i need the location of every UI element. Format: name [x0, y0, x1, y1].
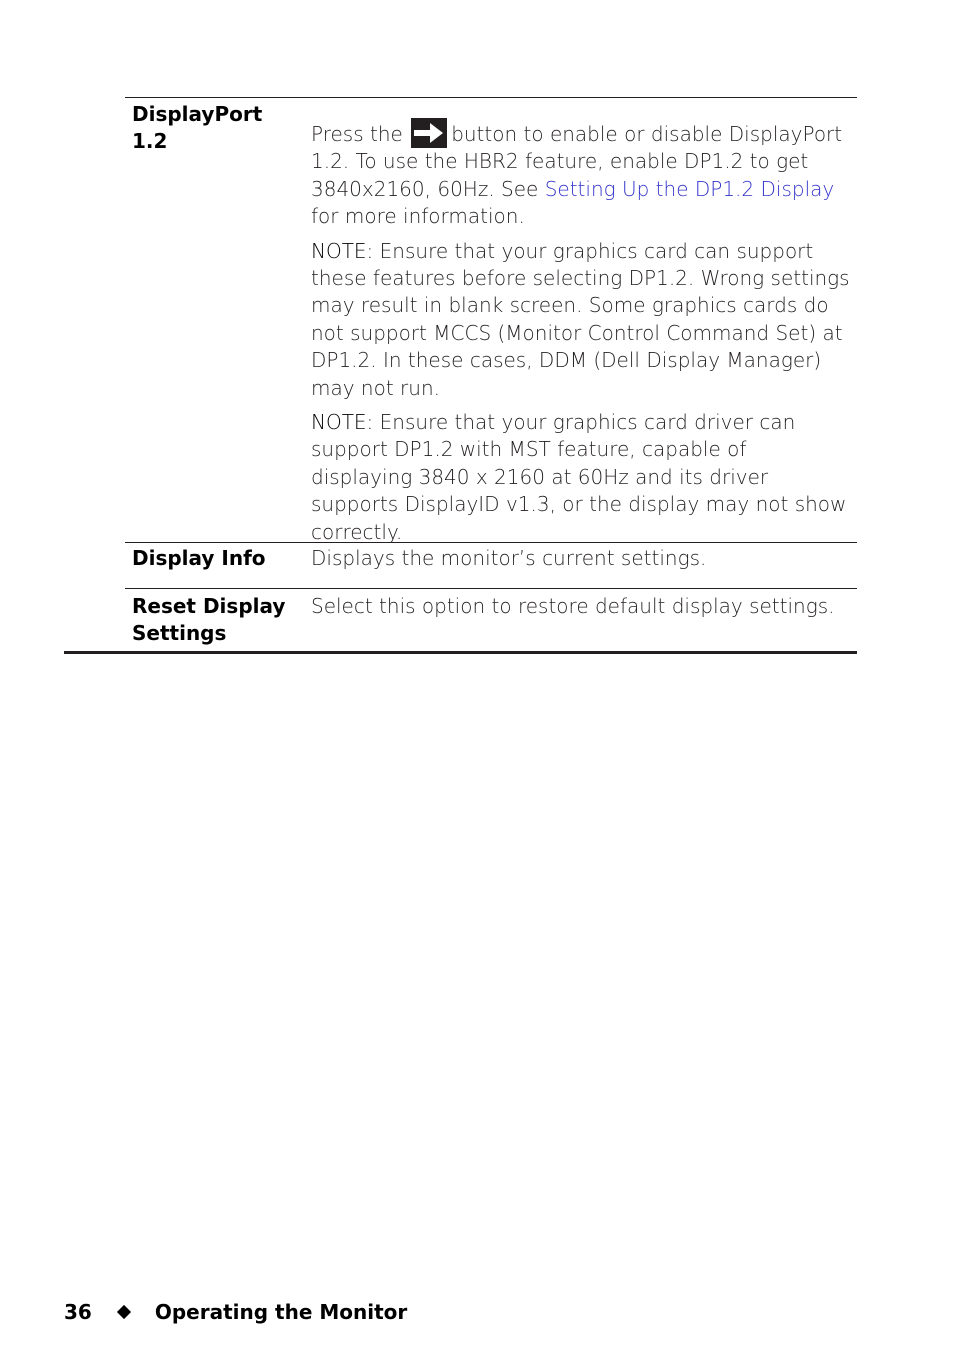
row-description-displayport [311, 98, 851, 546]
description-paragraph [311, 118, 851, 231]
diamond-icon [117, 1305, 131, 1319]
table-row [125, 98, 857, 542]
note-label: NOTE: [311, 410, 374, 435]
row-description-reset-display-settings: Select this option to restore default display settings. [311, 594, 835, 618]
table-bottom-rule [64, 651, 857, 654]
row-label-reset-display-settings: Reset Display Settings [132, 594, 286, 645]
row-label-display-info: Display Info [132, 546, 266, 570]
description-text: for more information. [311, 204, 525, 229]
description-text: Press the [311, 122, 403, 146]
setup-dp12-link[interactable]: Setting Up the DP1.2 Display [544, 176, 835, 201]
note-paragraph [311, 409, 851, 546]
note-text: Ensure that your graphics card can support these features before selecting DP1.2. Wrong settings may result in blank screen. Some graphics cards do not support MCCS (Monitor Control Command Set) at DP1.2. In these cases, DDM (Dell Display Manager) may not run. [311, 238, 850, 400]
section-title: Operating the Monitor [154, 1300, 408, 1324]
page-footer [64, 1297, 407, 1327]
note-label: NOTE: [311, 238, 374, 263]
settings-table [125, 97, 857, 653]
row-label-displayport: DisplayPort 1.2 [132, 102, 263, 153]
table-row [125, 588, 857, 653]
right-arrow-button-icon [411, 118, 447, 148]
page-number: 36 [64, 1300, 92, 1324]
note-text: Ensure that your graphics card driver can support DP1.2 with MST feature, capable of displaying 3840 x 2160 at 60Hz and its driver supports DisplayID v1.3, or the display may not show correctly. [311, 410, 847, 544]
table-row [125, 542, 857, 588]
description-text: button to enable or disable DisplayPort 1.2. To use the HBR2 feature, enable DP1.2 to get 3840x2160, 60Hz. See [311, 122, 843, 201]
row-description-display-info: Displays the monitor’s current settings. [311, 546, 707, 570]
note-paragraph [311, 238, 851, 402]
